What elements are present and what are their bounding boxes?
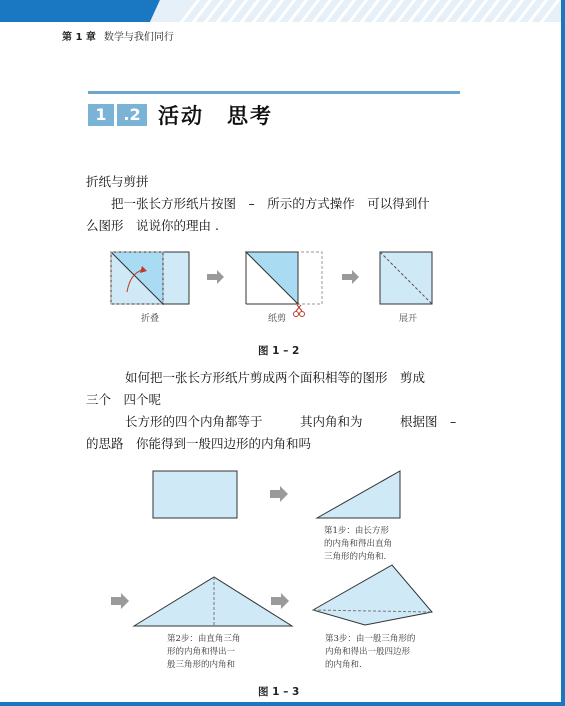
right-triangle-shape [317, 471, 400, 518]
activity2-text-line2: 三个 四个呢 [86, 392, 162, 407]
arrow-icon [111, 593, 129, 609]
activity2-text-line1: 如何把一张长方形纸片剪成两个面积相等的图形 剪成 [125, 370, 426, 385]
activity2-text-line4: 的思路 你能得到一般四边形的内角和吗 [86, 436, 312, 451]
step3-line: 内角和得出一般四边形 [325, 647, 411, 657]
figure-label-1-3: 图 1 – 3 [258, 686, 300, 698]
step2-line: 形的内角和得出一 [167, 647, 236, 657]
step2-caption [167, 633, 240, 672]
step2-line: 般三角形的内角和 [167, 660, 236, 670]
caption-cut: 纸剪 [268, 314, 287, 324]
section-number-major: 1 [88, 104, 114, 126]
activity-heading: 折纸与剪拼 [86, 174, 149, 189]
general-triangle-shape [134, 577, 292, 626]
step3-line: 第3步：由一般三角形的 [325, 634, 416, 644]
step1-line: 三角形的内角和. [324, 552, 387, 562]
rectangle-shape [153, 471, 237, 518]
caption-fold: 折叠 [141, 314, 160, 324]
arrow-icon [271, 593, 289, 609]
quadrilateral-shape [313, 565, 432, 625]
step3-line: 的内角和. [325, 660, 362, 670]
step1-line: 第1步：由长方形 [324, 526, 389, 536]
section-number-minor: .2 [117, 104, 147, 126]
step1-line: 的内角和得出直角 [324, 539, 393, 549]
arrow-icon [270, 486, 288, 502]
step1-caption [324, 525, 392, 564]
activity2-text-line3: 长方形的四个内角都等于 其内角和为 根据图 – [125, 414, 457, 429]
chapter-number: 第 1 章 [62, 32, 96, 43]
figure-label-1-2: 图 1 – 2 [258, 345, 300, 357]
activity1-text-line2: 么图形 说说你的理由 . [86, 218, 219, 233]
step2-line: 第2步：由直角三角 [167, 634, 241, 644]
activity1-text-line1: 把一张长方形纸片按图 – 所示的方式操作 可以得到什 [111, 196, 430, 211]
caption-open: 展开 [399, 314, 418, 324]
section-title: 活动 思考 [158, 104, 273, 128]
step3-caption [325, 633, 415, 672]
chapter-title: 数学与我们同行 [103, 32, 174, 43]
